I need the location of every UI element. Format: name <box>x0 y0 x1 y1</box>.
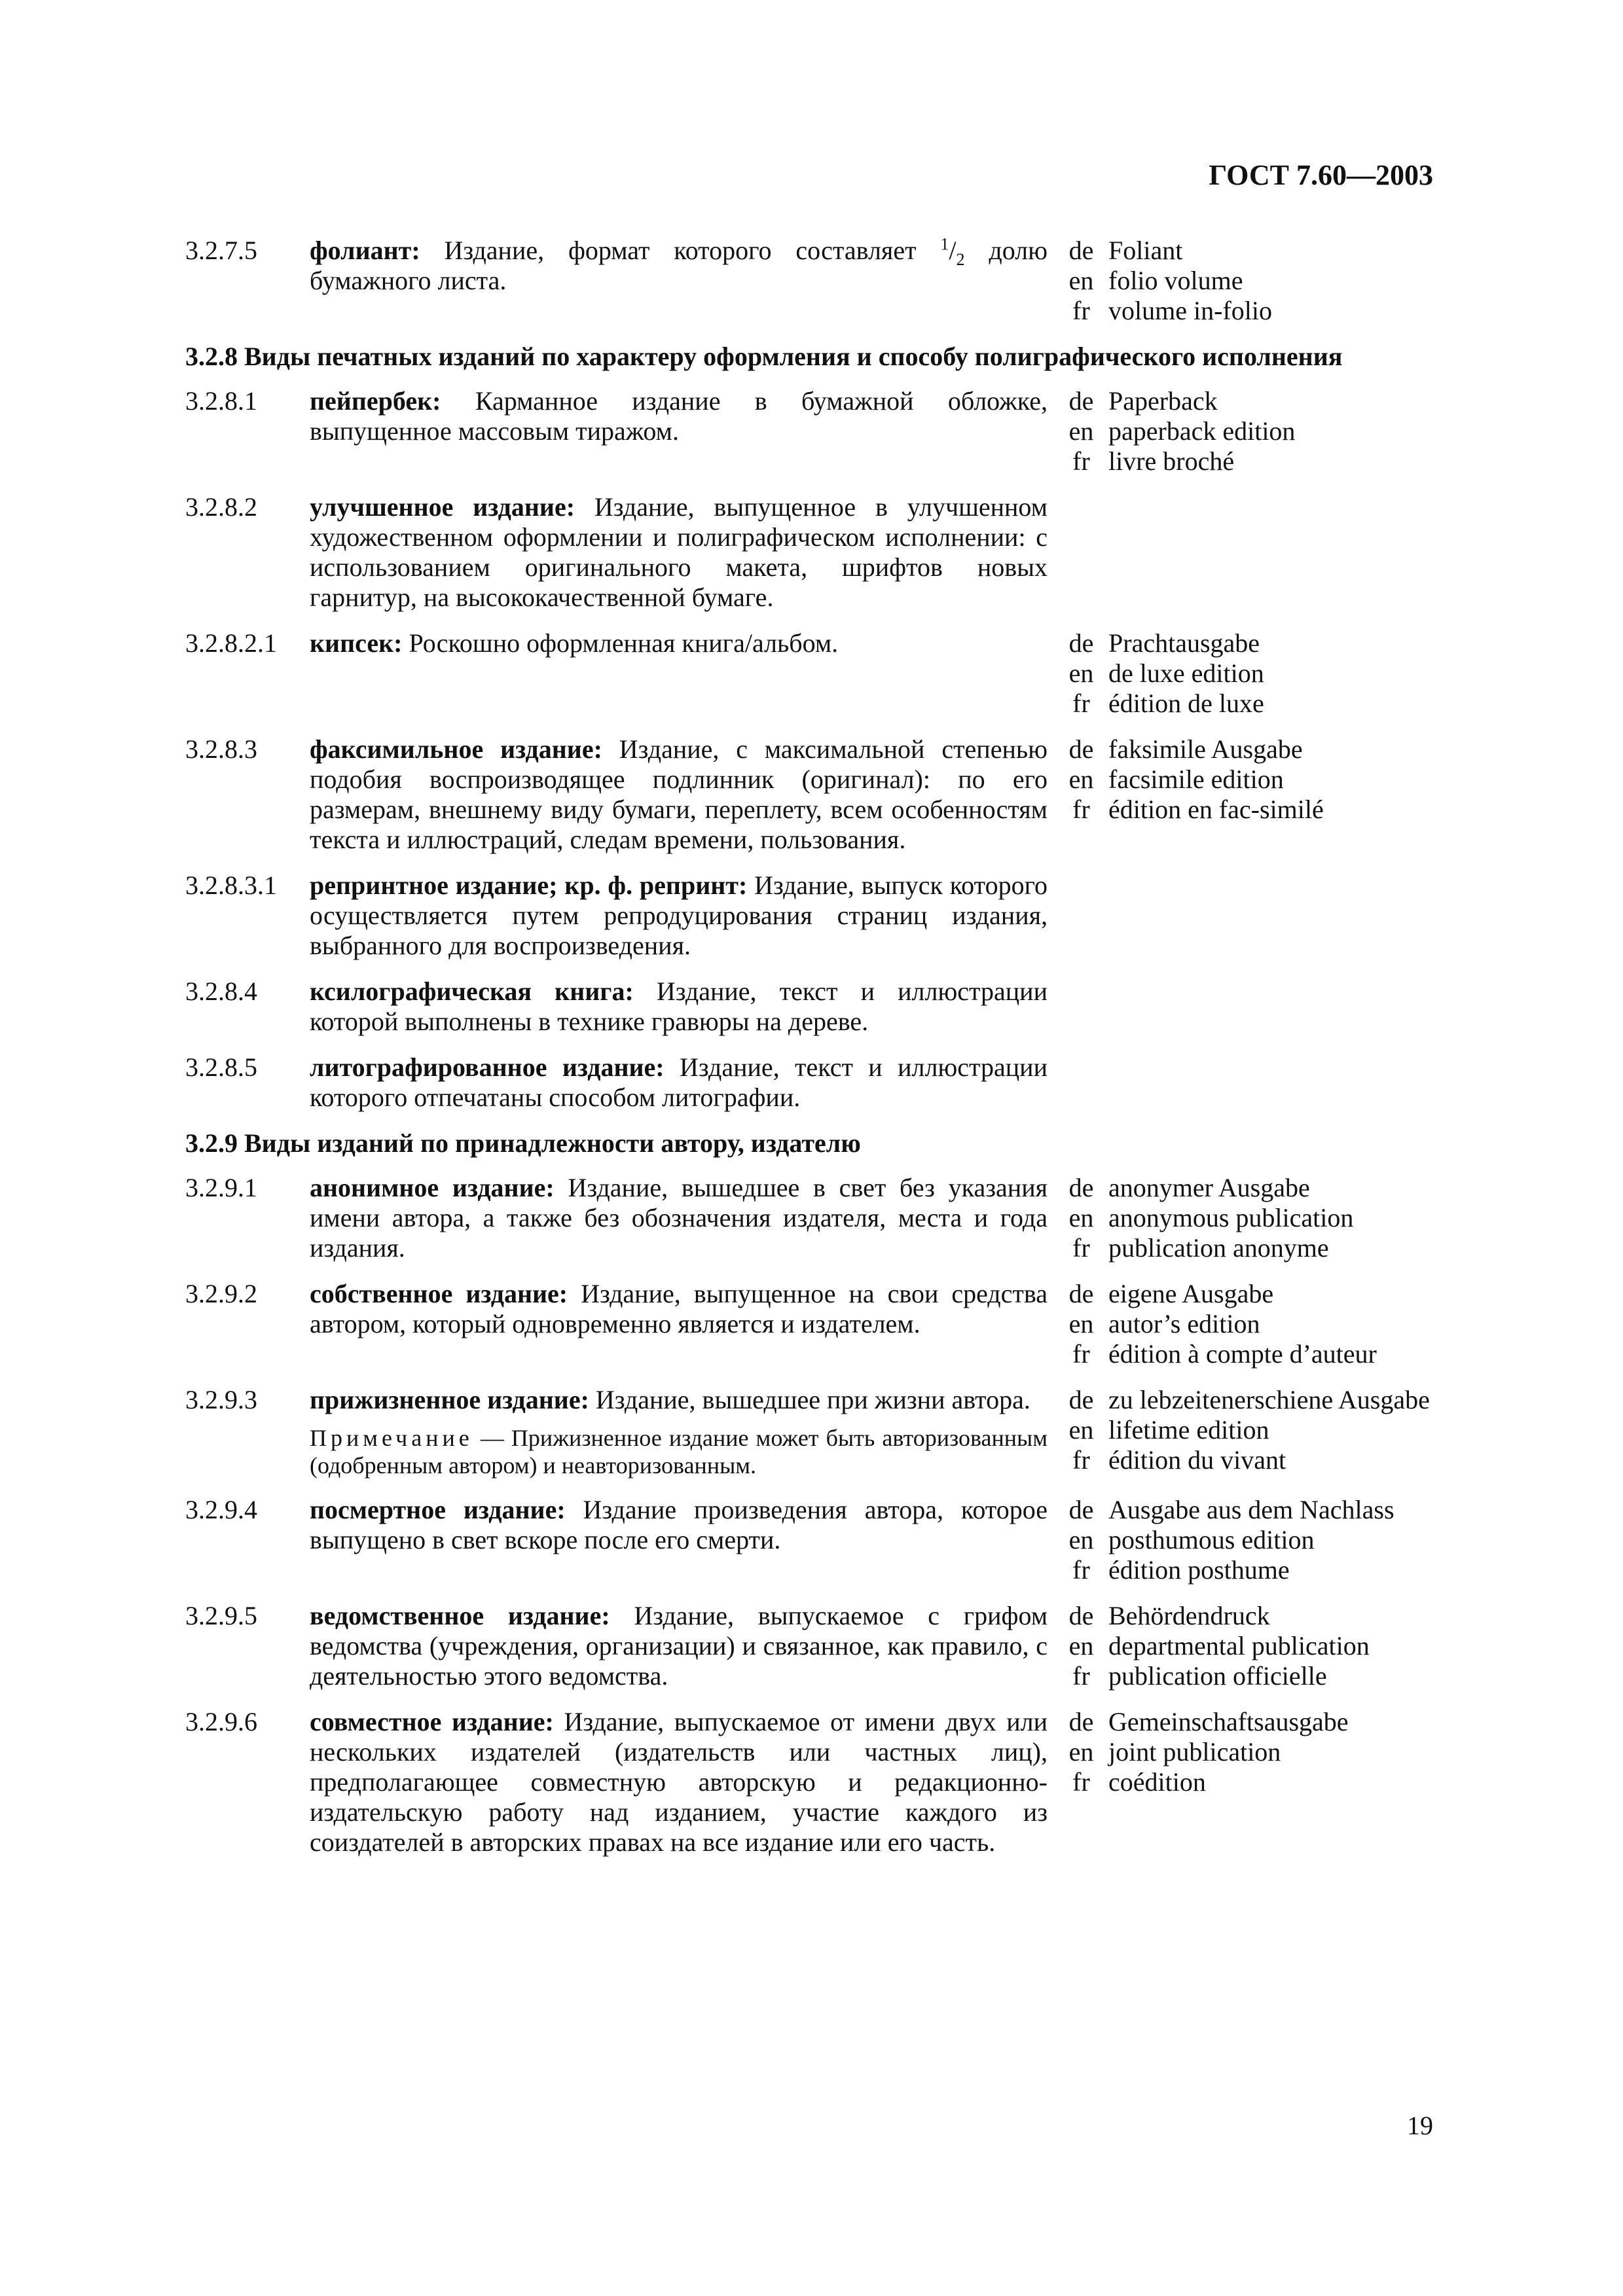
entry-number: 3.2.7.5 <box>185 236 257 265</box>
equivalent-fr <box>1056 689 1450 719</box>
equivalent-term: eigene Ausgabe <box>1108 1279 1274 1308</box>
equivalent-fr <box>1056 446 1450 476</box>
term-entry <box>185 628 1450 719</box>
note-label: Примечание <box>310 1425 473 1451</box>
entry-number: 3.2.9.1 <box>185 1173 257 1202</box>
lang-code: en <box>1068 1737 1094 1767</box>
term-name: посмертное издание: <box>310 1495 566 1524</box>
term-entry <box>185 1385 1450 1479</box>
equivalent-term: faksimile Ausgabe <box>1108 734 1303 764</box>
equivalent-de <box>1056 1173 1450 1203</box>
term-name: улучшенное издание: <box>310 492 575 522</box>
definition-text: Карманное издание в бумажной обложке, выпущенное массовым тиражом. <box>310 386 1048 446</box>
definition-text: Издание, выпуск которого осуществляется путем репродуцирования страниц издания, выбранного для воспроизведения. <box>310 870 1048 960</box>
foreign-equivalents <box>1048 1707 1450 1857</box>
fraction-slash: / <box>949 236 957 265</box>
entry-definition <box>310 977 1048 1037</box>
entry-definition <box>310 870 1048 961</box>
equivalent-term: folio volume <box>1108 266 1243 295</box>
term-entry <box>185 236 1450 326</box>
lang-code: en <box>1068 416 1094 446</box>
equivalent-term: édition en fac-similé <box>1108 795 1324 824</box>
page-header: ГОСТ 7.60—2003 <box>1209 159 1433 191</box>
lang-code: en <box>1068 1203 1094 1232</box>
equivalent-term: coédition <box>1108 1767 1206 1797</box>
foreign-equivalents <box>1048 628 1450 719</box>
term-name: собственное издание: <box>310 1279 568 1308</box>
entry-number: 3.2.9.5 <box>185 1601 257 1630</box>
definition-text: Издание, выпускаемое от имени двух или нескольких издателей (издательств или частных лиц), предполагающее совместную авторскую и редакционно-издательскую работу над изданием, участие каждого из соиздателей в авторских правах на все издание или его часть. <box>310 1707 1048 1857</box>
definition-text: Издание, вышедшее при жизни автора. <box>589 1385 1030 1414</box>
section-heading: 3.2.8 Виды печатных изданий по характеру оформления и способу полиграфического исполнения <box>185 342 1343 371</box>
lang-code: de <box>1068 1385 1094 1414</box>
foreign-equivalents <box>1048 1495 1450 1585</box>
lang-code: fr <box>1072 795 1090 824</box>
equivalent-de <box>1056 1279 1450 1309</box>
lang-code: de <box>1068 734 1094 764</box>
lang-code: fr <box>1072 296 1090 325</box>
lang-code: de <box>1068 1707 1094 1736</box>
lang-code: de <box>1068 1279 1094 1308</box>
definition-text: Издание, выпущенное на свои средства автором, который одновременно является и издателем. <box>310 1279 1048 1338</box>
term-name: ведомственное издание: <box>310 1601 610 1630</box>
entry-definition <box>310 1601 1048 1691</box>
entry-number: 3.2.9.4 <box>185 1495 257 1524</box>
entry-number: 3.2.8.3.1 <box>185 870 277 900</box>
lang-code: de <box>1068 1173 1094 1202</box>
definition-text: Издание произведения автора, которое выпущено в свет вскоре после его смерти. <box>310 1495 1048 1554</box>
equivalent-de <box>1056 1385 1450 1415</box>
definition-text: долю бумажного листа. <box>310 236 1048 295</box>
equivalent-en <box>1056 266 1450 296</box>
note-text: — Прижизненное издание может быть авторизованным (одобренным автором) и неавторизованным. <box>310 1425 1048 1479</box>
equivalent-term: zu lebzeitenerschiene Ausgabe <box>1108 1385 1430 1414</box>
term-entry <box>185 1279 1450 1369</box>
equivalent-term: publication anonyme <box>1108 1233 1329 1263</box>
equivalent-term: édition du vivant <box>1108 1445 1286 1475</box>
equivalent-fr <box>1056 1339 1450 1369</box>
term-entry <box>185 492 1450 613</box>
lang-code: fr <box>1072 1661 1090 1691</box>
equivalent-en <box>1056 1631 1450 1661</box>
equivalent-term: Ausgabe aus dem Nachlass <box>1108 1495 1395 1524</box>
entry-definition <box>310 1707 1048 1857</box>
equivalent-de <box>1056 1495 1450 1525</box>
entry-definition <box>310 492 1048 613</box>
entry-definition <box>310 1279 1048 1369</box>
term-entry <box>185 1601 1450 1691</box>
term-name: ксилографическая книга: <box>310 977 634 1006</box>
lang-code: en <box>1068 1415 1094 1444</box>
definition-text: Издание, с максимальной степенью подобия воспроизводящее подлинник (оригинал): по его размерам, внешнему виду бумаги, переплету, всем особенностям текста и иллюстраций, следам времени, пользования. <box>310 734 1048 854</box>
term-name: кипсек: <box>310 628 403 658</box>
entry-number: 3.2.9.6 <box>185 1707 257 1736</box>
entry-number: 3.2.9.2 <box>185 1279 257 1308</box>
page-number: 19 <box>1407 2111 1433 2140</box>
foreign-equivalents <box>1048 1052 1450 1113</box>
term-name: фолиант: <box>310 236 420 265</box>
lang-code: en <box>1068 1309 1094 1338</box>
foreign-equivalents <box>1048 386 1450 476</box>
entry-definition <box>310 1052 1048 1113</box>
definition-text: Издание, выпускаемое с грифом ведомства (учреждения, организации) и связанное, как правило, с деятельностью этого ведомства. <box>310 1601 1048 1691</box>
equivalent-term: joint publication <box>1108 1737 1281 1767</box>
equivalent-fr <box>1056 1233 1450 1263</box>
entry-number: 3.2.8.1 <box>185 386 257 416</box>
equivalent-en <box>1056 1737 1450 1767</box>
lang-code: fr <box>1072 446 1090 476</box>
entry-note <box>310 1424 1048 1479</box>
entry-definition <box>310 1385 1048 1479</box>
equivalent-term: livre broché <box>1108 446 1235 476</box>
lang-code: fr <box>1072 1233 1090 1263</box>
lang-code: fr <box>1072 1445 1090 1475</box>
term-name: литографированное издание: <box>310 1052 665 1082</box>
term-entry <box>185 1495 1450 1585</box>
definition-text: Издание, выпущенное в улучшенном художественном оформлении и полиграфическом исполнении: с использованием оригинального макета, шрифтов новых гарнитур, на высококачественной бумаге. <box>310 492 1048 612</box>
equivalent-en <box>1056 1525 1450 1555</box>
equivalent-term: lifetime edition <box>1108 1415 1269 1444</box>
lang-code: fr <box>1072 1555 1090 1585</box>
term-entry <box>185 1707 1450 1857</box>
equivalent-en <box>1056 1309 1450 1339</box>
lang-code: de <box>1068 236 1094 265</box>
entry-number: 3.2.8.5 <box>185 1052 257 1082</box>
fraction-denominator: 2 <box>956 250 965 269</box>
equivalent-term: Gemeinschaftsausgabe <box>1108 1707 1349 1736</box>
term-name: репринтное издание; кр. ф. репринт: <box>310 870 748 900</box>
equivalent-fr <box>1056 296 1450 326</box>
term-name: факсимильное издание: <box>310 734 602 764</box>
foreign-equivalents <box>1048 1173 1450 1263</box>
equivalent-term: publication officielle <box>1108 1661 1327 1691</box>
term-entry <box>185 1052 1450 1113</box>
term-name: совместное издание: <box>310 1707 554 1736</box>
equivalent-fr <box>1056 1767 1450 1797</box>
equivalent-term: anonymer Ausgabe <box>1108 1173 1310 1202</box>
equivalent-term: édition de luxe <box>1108 689 1264 718</box>
equivalent-fr <box>1056 1445 1450 1475</box>
equivalent-term: édition posthume <box>1108 1555 1290 1585</box>
equivalent-term: anonymous publication <box>1108 1203 1354 1232</box>
term-entry <box>185 1173 1450 1263</box>
foreign-equivalents <box>1048 236 1450 326</box>
term-entry <box>185 870 1450 961</box>
equivalent-en <box>1056 1415 1450 1445</box>
equivalent-term: volume in-folio <box>1108 296 1272 325</box>
equivalent-term: paperback edition <box>1108 416 1296 446</box>
lang-code: en <box>1068 658 1094 688</box>
definition-text: Издание, текст и иллюстрации которой выполнены в технике гравюры на дереве. <box>310 977 1048 1036</box>
equivalent-de <box>1056 1707 1450 1737</box>
equivalent-de <box>1056 734 1450 764</box>
entry-number: 3.2.9.3 <box>185 1385 257 1414</box>
entry-number: 3.2.8.2.1 <box>185 628 277 658</box>
equivalent-fr <box>1056 795 1450 825</box>
term-entry <box>185 386 1450 476</box>
lang-code: en <box>1068 266 1094 295</box>
definition-text: Роскошно оформленная книга/альбом. <box>402 628 839 658</box>
definition-text: Издание, формат которого составляет <box>420 236 941 265</box>
fraction-numerator: 1 <box>940 234 949 254</box>
lang-code: en <box>1068 1631 1094 1660</box>
equivalent-term: autor’s edition <box>1108 1309 1260 1338</box>
document-body <box>185 236 1450 1873</box>
entry-number: 3.2.8.2 <box>185 492 257 522</box>
equivalent-term: facsimile edition <box>1108 764 1284 794</box>
definition-text: Издание, вышедшее в свет без указания имени автора, а также без обозначения издателя, места и года издания. <box>310 1173 1048 1263</box>
equivalent-en <box>1056 1203 1450 1233</box>
term-entry <box>185 734 1450 855</box>
entry-definition <box>310 1495 1048 1585</box>
equivalent-fr <box>1056 1555 1450 1585</box>
foreign-equivalents <box>1048 870 1450 961</box>
equivalent-term: departmental publication <box>1108 1631 1370 1660</box>
lang-code: fr <box>1072 1767 1090 1797</box>
entry-definition <box>310 236 1048 326</box>
foreign-equivalents <box>1048 1279 1450 1369</box>
entry-definition <box>310 1173 1048 1263</box>
definition-main <box>310 1385 1048 1415</box>
equivalent-term: Prachtausgabe <box>1108 628 1260 658</box>
equivalent-term: de luxe edition <box>1108 658 1264 688</box>
foreign-equivalents <box>1048 734 1450 855</box>
lang-code: fr <box>1072 1339 1090 1369</box>
equivalent-fr <box>1056 1661 1450 1691</box>
entry-number: 3.2.8.4 <box>185 977 257 1006</box>
equivalent-term: Behördendruck <box>1108 1601 1270 1630</box>
lang-code: de <box>1068 386 1094 416</box>
foreign-equivalents <box>1048 1385 1450 1479</box>
lang-code: de <box>1068 1495 1094 1524</box>
entry-definition <box>310 386 1048 476</box>
entry-number: 3.2.8.3 <box>185 734 257 764</box>
lang-code: de <box>1068 1601 1094 1630</box>
lang-code: de <box>1068 628 1094 658</box>
definition-text: Издание, текст и иллюстрации которого отпечатаны способом литографии. <box>310 1052 1048 1112</box>
equivalent-term: Foliant <box>1108 236 1183 265</box>
equivalent-en <box>1056 658 1450 689</box>
equivalent-de <box>1056 236 1450 266</box>
entry-definition <box>310 734 1048 855</box>
equivalent-de <box>1056 628 1450 658</box>
foreign-equivalents <box>1048 1601 1450 1691</box>
equivalent-de <box>1056 386 1450 416</box>
equivalent-de <box>1056 1601 1450 1631</box>
foreign-equivalents <box>1048 977 1450 1037</box>
lang-code: fr <box>1072 689 1090 718</box>
entry-definition <box>310 628 1048 719</box>
term-name: прижизненное издание: <box>310 1385 589 1414</box>
equivalent-term: posthumous edition <box>1108 1525 1315 1554</box>
term-entry <box>185 977 1450 1037</box>
term-name: пейпербек: <box>310 386 441 416</box>
lang-code: en <box>1068 1525 1094 1554</box>
section-heading: 3.2.9 Виды изданий по принадлежности автору, издателю <box>185 1128 861 1158</box>
equivalent-term: édition à compte d’auteur <box>1108 1339 1377 1369</box>
equivalent-en <box>1056 764 1450 795</box>
lang-code: en <box>1068 764 1094 794</box>
equivalent-term: Paperback <box>1108 386 1218 416</box>
foreign-equivalents <box>1048 492 1450 613</box>
term-name: анонимное издание: <box>310 1173 555 1202</box>
equivalent-en <box>1056 416 1450 446</box>
